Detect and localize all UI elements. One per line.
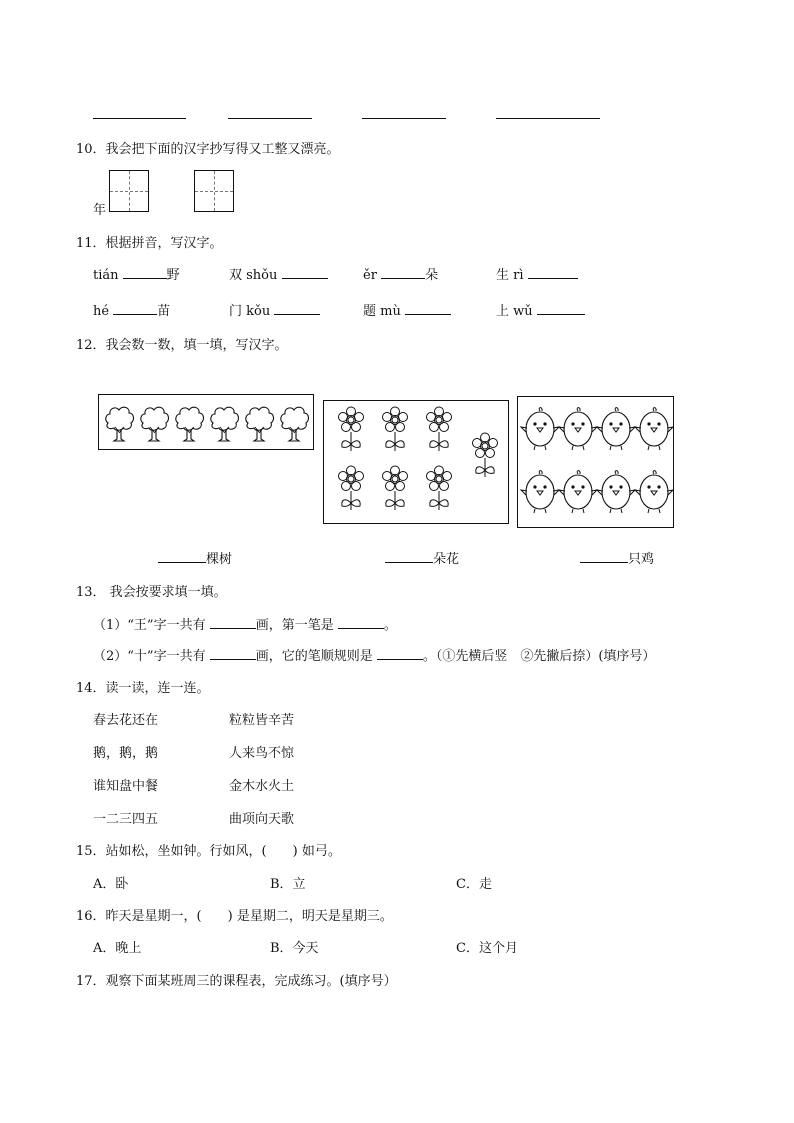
blank[interactable]	[210, 616, 256, 629]
pinyin-he: hé 苗	[93, 304, 171, 319]
chick-icon	[635, 408, 673, 450]
flower-icon	[383, 466, 408, 510]
chick-icon	[597, 408, 635, 450]
poem-right-4[interactable]: 曲项向天歌	[229, 812, 295, 827]
chick-icon	[521, 408, 559, 450]
answer-line-1[interactable]	[93, 118, 186, 119]
blank[interactable]	[580, 550, 628, 563]
count-flowers: 朵花	[385, 548, 459, 567]
pinyin-wu: 上 wǔ	[496, 300, 585, 319]
pinyin-tian: tián 野	[93, 268, 180, 283]
q15-option-c[interactable]: C．走	[456, 877, 492, 892]
q17-question: 17．观察下面某班周三的课程表，完成练习。(填序号）	[76, 974, 397, 989]
chick-icons	[517, 396, 674, 528]
writing-grid-2[interactable]	[194, 170, 234, 212]
flower-icon	[383, 407, 408, 451]
q11-question: 11．根据拼音，写汉字。	[76, 236, 223, 251]
blank[interactable]	[377, 647, 423, 660]
poem-right-2[interactable]: 人来鸟不惊	[229, 746, 295, 761]
pinyin-shou: 双 shǒu	[229, 264, 328, 283]
count-trees: 棵树	[158, 548, 232, 567]
chick-icon	[521, 471, 559, 513]
count-chicks: 只鸡	[580, 548, 654, 567]
q15-option-a[interactable]: A．卧	[93, 877, 129, 892]
tree-icon	[106, 407, 134, 441]
chick-icon	[597, 471, 635, 513]
chick-icon	[559, 408, 597, 450]
blank[interactable]	[385, 550, 433, 563]
flower-icon	[427, 466, 452, 510]
pinyin-ri: 生 rì	[496, 264, 578, 283]
tree-icon	[141, 407, 169, 441]
tree-icon	[211, 407, 239, 441]
q16-question: 16．昨天是星期一，( ) 是星期二，明天是星期三。	[76, 909, 393, 924]
q15-option-b[interactable]: B．立	[270, 877, 306, 892]
pinyin-er: ěr 朵	[363, 268, 439, 283]
q10-char: 年	[93, 203, 107, 218]
q12-question: 12．我会数一数，填一填，写汉字。	[76, 338, 288, 353]
q16-option-b[interactable]: B．今天	[270, 941, 319, 956]
pinyin-kou: 门 kǒu	[229, 300, 320, 319]
answer-line-4[interactable]	[496, 118, 600, 119]
q16-option-c[interactable]: C．这个月	[456, 941, 518, 956]
tree-icon	[246, 407, 274, 441]
poem-right-3[interactable]: 金木水火土	[229, 779, 295, 794]
q16-option-a[interactable]: A．晚上	[93, 941, 142, 956]
tree-icon	[176, 407, 204, 441]
q13-part2: （2）“十”字一共有 画，它的笔顺规则是 。（①先横后竖 ②先撇后捺）(填序号）	[93, 649, 656, 664]
blank[interactable]	[113, 302, 157, 315]
pinyin-mu: 题 mù	[363, 300, 451, 319]
poem-left-1[interactable]: 春去花还在	[93, 713, 159, 728]
poem-left-3[interactable]: 谁知盘中餐	[93, 779, 159, 794]
q13-question: 13． 我会按要求填一填。	[76, 585, 227, 600]
blank[interactable]	[537, 302, 585, 315]
writing-grid-1[interactable]	[109, 170, 149, 212]
answer-line-2[interactable]	[228, 118, 312, 119]
blank[interactable]	[381, 266, 425, 279]
q10-question: 10．我会把下面的汉字抄写得又工整又漂亮。	[76, 142, 340, 157]
chick-icon	[635, 471, 673, 513]
blank[interactable]	[528, 266, 578, 279]
tree-icons	[98, 394, 314, 450]
tree-icon	[281, 407, 309, 441]
blank[interactable]	[338, 616, 384, 629]
blank[interactable]	[123, 266, 167, 279]
q13-part1: （1）“王”字一共有 画，第一笔是 。	[93, 618, 397, 633]
q15-question: 15．站如松，坐如钟。行如风，( ) 如弓。	[76, 844, 341, 859]
answer-line-3[interactable]	[362, 118, 446, 119]
flower-icon	[339, 407, 364, 451]
blank[interactable]	[282, 266, 328, 279]
poem-left-2[interactable]: 鹅，鹅，鹅	[93, 746, 159, 761]
poem-left-4[interactable]: 一二三四五	[93, 812, 159, 827]
blank[interactable]	[158, 550, 206, 563]
poem-right-1[interactable]: 粒粒皆辛苦	[229, 713, 295, 728]
flower-icon	[427, 407, 452, 451]
blank[interactable]	[405, 302, 451, 315]
flower-icon	[339, 466, 364, 510]
blank[interactable]	[274, 302, 320, 315]
chick-icon	[559, 471, 597, 513]
blank[interactable]	[210, 647, 256, 660]
flower-icons	[323, 400, 509, 524]
flower-icon	[473, 433, 498, 477]
q14-question: 14．读一读，连一连。	[76, 681, 210, 696]
